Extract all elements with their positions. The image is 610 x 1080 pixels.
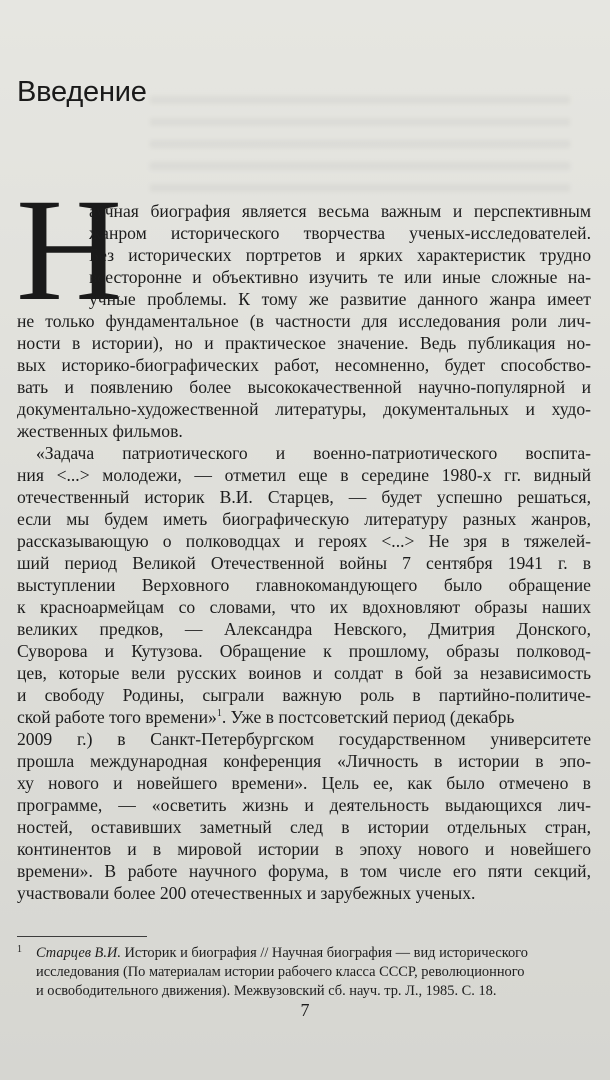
body-line: и свободу Родины, сыграли важную роль в партийно-политиче-	[17, 685, 591, 705]
footnote-line: исследования (По материалам истории рабочего класса СССР, революционного	[36, 964, 525, 980]
body-line: ху нового и новейшего времени». Цель ее, как было отмечено в	[17, 773, 591, 793]
body-line: если мы будем иметь биографическую литературу разных жанров,	[17, 509, 591, 529]
body-line: ший период Великой Отечественной войны 7 сентября 1941 г. в	[17, 553, 591, 573]
body-line-text: ской работе того времени»	[17, 707, 217, 727]
body-line: участвовали более 200 отечественных и зарубежных ученых.	[17, 883, 476, 903]
body-line-text: . Уже в постсоветский период (декабрь	[221, 707, 515, 727]
body-line: прошла международная конференция «Личность в истории в эпо-	[17, 751, 591, 771]
body-line: великих предков, — Александра Невского, Дмитрия Донского,	[17, 619, 591, 639]
body-line: документально-художественной литературы, документальных и худо-	[17, 399, 591, 419]
body-line-with-footnote-ref	[17, 706, 514, 728]
body-line: ности в истории), но и практическое значение. Ведь публикация но-	[17, 333, 591, 353]
body-line: континентов и в мировой истории в эпоху нового и новейшего	[17, 839, 591, 859]
body-line: времени». В работе научного форума, в том числе его пяти секций,	[17, 861, 591, 881]
page-number: 7	[300, 1000, 310, 1020]
body-line: ностей, оставивших заметный след в истории отдельных стран,	[17, 817, 591, 837]
body-line: рассказывающую о полководцах и героях <...> Не зря в тяжелей-	[17, 531, 591, 551]
show-through-text	[150, 96, 570, 196]
body-line: ния <...> молодежи, — отметил еще в середине 1980-х гг. видный	[17, 465, 591, 485]
body-line: жественных фильмов.	[17, 421, 183, 441]
body-line: вых историко-биографических работ, несомненно, будет способство-	[17, 355, 591, 375]
footnote-separator	[17, 936, 147, 937]
footnote-reference[interactable]: 1	[216, 708, 222, 720]
body-line: отечественный историк В.И. Старцев, — будет успешно решаться,	[17, 487, 591, 507]
body-line: программе, — «осветить жизнь и деятельность выдающихся лич-	[17, 795, 591, 815]
chapter-title: Введение	[17, 76, 147, 108]
footnote-line	[36, 944, 528, 963]
body-line: 2009 г.) в Санкт-Петербургском государственном университете	[17, 729, 591, 749]
footnote-number: 1	[17, 944, 22, 955]
body-line: Без исторических портретов и ярких характеристик трудно	[89, 245, 591, 265]
footnote-line: и освободительного движения). Межвузовский сб. науч. тр. Л., 1985. С. 18.	[36, 983, 497, 999]
body-line: всесторонне и объективно изучить те или иные сложные на-	[89, 267, 591, 287]
body-line: аучная биография является весьма важным и перспективным	[89, 201, 591, 221]
body-line: не только фундаментальное (в частности для исследования роли лич-	[17, 311, 591, 331]
footnote-author: Старцев В.И.	[36, 945, 121, 961]
body-line: к красноармейцам со словами, что их вдохновляют образы наших	[17, 597, 591, 617]
body-line: выступлении Верховного главнокомандующего было обращение	[17, 575, 591, 595]
body-line: учные проблемы. К тому же развитие данного жанра имеет	[89, 289, 591, 309]
drop-cap: Н	[16, 168, 123, 331]
body-line: «Задача патриотического и военно-патриотического воспита-	[36, 443, 591, 463]
footnote-text: Историк и биография // Научная биография — вид исторического	[120, 945, 528, 961]
body-line: вать и появлению более высококачественной научно-популярной и	[17, 377, 591, 397]
body-line: Суворова и Кутузова. Обращение к прошлому, образы полковод-	[17, 641, 591, 661]
body-line: цев, которые вели русских воинов и солдат в бой за независимость	[17, 663, 591, 683]
body-line: жанром исторического творчества ученых-исследователей.	[89, 223, 591, 243]
